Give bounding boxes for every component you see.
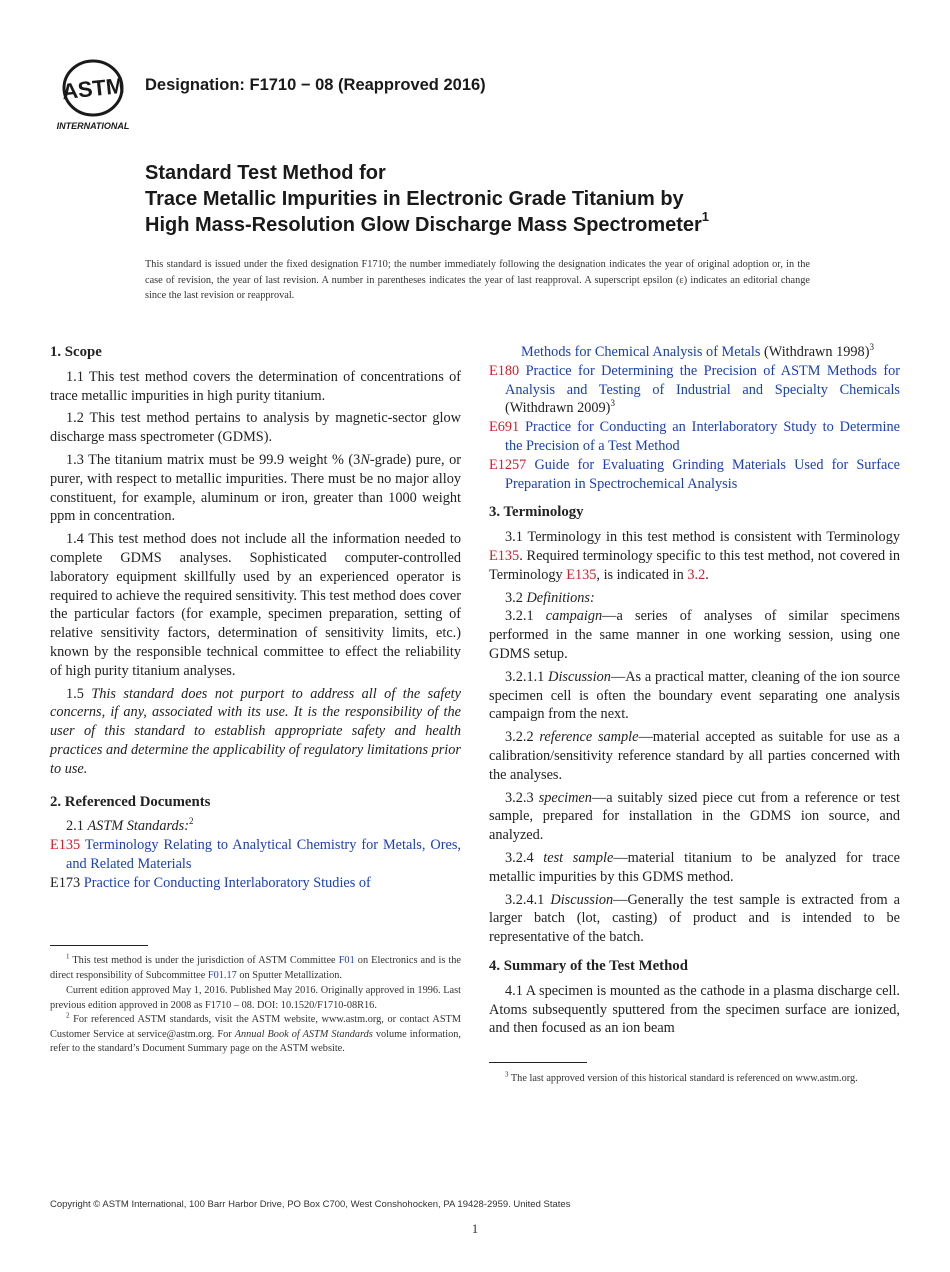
section-heading-scope: 1. Scope [50, 344, 102, 360]
svg-text:ASTM: ASTM [60, 72, 126, 105]
ref-title-link[interactable]: Practice for Determining the Precision of ASTM Methods for Analysis and Testing of Industrial and Specialty Chemicals [505, 362, 900, 398]
section-heading-terminology: 3. Terminology [489, 504, 584, 521]
ref-code-link[interactable]: E135 [50, 837, 81, 854]
section-heading-summary: 4. Summary of the Test Method [489, 957, 688, 974]
footnote-rule-left [50, 945, 148, 946]
para-3-2: 3.2 Definitions: [505, 589, 595, 606]
para-1-5: 1.5 This standard does not purport to address all of the safety concerns, if any, associated with its use. It is the responsibility of the user of this standard to establish appropriate safety and health practices and determine the applicability of regulatory limitations prior to use. [50, 685, 461, 777]
reference-e691 [489, 418, 900, 456]
title-line-1: Standard Test Method for [145, 162, 386, 184]
para-3-2-3: 3.2.3 specimen—a suitably sized piece cut from a reference or test sample, prepared for installation in the GDMS ion source, and analyzed. [489, 789, 900, 844]
committee-f01-link[interactable]: F01 [338, 955, 355, 966]
ref-code-link[interactable]: E1257 [489, 456, 527, 473]
title-line-2: Trace Metallic Impurities in Electronic Grade Titanium by [145, 188, 684, 210]
para-2-1: 2.1 ASTM Standards:$^2$ [66, 816, 194, 835]
footnote-rule-right [489, 1062, 587, 1063]
para-3-1: 3.1 Terminology in this test method is consistent with Terminology E135. Required terminology specific to this test method, not covered in Terminology E135, is indicated in 3.2. [489, 529, 900, 583]
reference-e135 [50, 836, 461, 874]
subcommittee-f01-17-link[interactable]: F01.17 [207, 969, 237, 981]
astm-logo [52, 58, 134, 132]
section-heading-referenced-documents: 2. Referenced Documents [50, 793, 211, 810]
ref-title-link[interactable]: Practice for Conducting Interlaboratory Studies of [83, 874, 371, 891]
para-1-2: 1.2 This test method pertains to analysis by magnetic-sector glow discharge mass spectrometer (GDMS). [50, 410, 461, 446]
ref-title-link[interactable]: Practice for Conducting an Interlaboratory Study to Determine the Precision of a Test Method [505, 419, 900, 454]
footnotes-left [50, 954, 461, 1057]
para-1-4: 1.4 This test method does not include all the information needed to complete GDMS analyses. Sophisticated computer-controlled laboratory equipment skillfully used by an experienced operator is required to achieve the required sensitivity. This test method does cover the particular factors (for example, specimen preparation, setting of relative sensitivity factors, determination of sensitivity limits, etc.) known by the responsible technical committee to effect the reliability of high purity titanium analyses. [50, 531, 461, 679]
ref-code-link[interactable]: E180 [489, 362, 520, 379]
left-column [50, 343, 461, 893]
title-line-3: High Mass-Resolution Glow Discharge Mass Spectrometer$^1$ [145, 209, 710, 236]
document-title [145, 160, 709, 238]
page-number: 1 [471, 1221, 479, 1236]
ref-code-link[interactable]: E691 [489, 419, 520, 436]
reference-e173 [50, 874, 461, 893]
footnote-1-edition: Current edition approved May 1, 2016. Published May 2016. Originally approved in 1996. Last previous edition approved in 2008 as F1710 – 08. DOI: 10.1520/F1710-08R16. [50, 985, 461, 1011]
title-footnote-mark: 1 [701, 209, 710, 225]
ref-title-link[interactable]: Terminology Relating to Analytical Chemistry for Metals, Ores, and Related Materials [66, 837, 461, 872]
para-3-2-2: 3.2.2 reference sample—material accepted as suitable for use as a calibration/sensitivity reference standard by all parties concerned with the analyses. [489, 729, 900, 783]
section-3-2-link[interactable]: 3.2 [687, 566, 706, 583]
para-1-3: 1.3 The titanium matrix must be 99.9 weight % (3N-grade) pure, or purer, with respect to metallic impurities. There must be no major alloy constituent, for example, aluminum or iron, greater than 1000 weight ppm in concentration. [50, 451, 462, 525]
para-4-1: 4.1 A specimen is mounted as the cathode in a plasma discharge cell. Atoms subsequently sputtered from the specimen surface are ionized, and then focused as an ion beam [489, 982, 900, 1037]
ref-code: E173 [50, 874, 81, 891]
reference-e1257 [489, 456, 900, 494]
reference-e173-continued: Methods for Chemical Analysis of Metals (Withdrawn 1998)$^3$ [521, 342, 874, 360]
reference-e180: E180 Practice for Determining the Precision of ASTM Methods for Analysis and Testing of Industrial and Specialty Chemicals (Withdrawn 2009)$^3$ [489, 362, 900, 417]
para-3-2-4-1: 3.2.4.1 Discussion—Generally the test sample is extracted from a larger batch (lot, casting) of product and is intended to be representative of the batch. [489, 891, 901, 946]
footnote-1: $^1$ This test method is under the jurisdiction of ASTM Committee F01 on Electronics and is the direct responsibility of Subcommittee F01.17 on Sputter Metallization. [50, 952, 461, 981]
designation: Designation: F1710 − 08 (Reapproved 2016) [145, 76, 486, 94]
para-3-2-1-1: 3.2.1.1 Discussion—As a practical matter, cleaning of the ion source specimen cell is often the boundary event separating one analysis campaign from the next. [489, 668, 900, 723]
ref-title-link-continued[interactable]: Methods for Chemical Analysis of Metals [521, 344, 761, 360]
svg-text:INTERNATIONAL: INTERNATIONAL [56, 121, 130, 131]
para-1-1: 1.1 This test method covers the determination of concentrations of trace metallic impurities in high purity titanium. [50, 368, 461, 404]
para-3-2-1: 3.2.1 campaign—a series of analyses of similar specimens performed in the same manner in one working session, using one GDMS setup. [489, 608, 900, 662]
ref-e135-link[interactable]: E135 [566, 566, 597, 583]
ref-e135-link[interactable]: E135 [489, 547, 520, 564]
footnote-2: $^2$ For referenced ASTM standards, visit the ASTM website, www.astm.org, or contact ASTM Customer Service at service@astm.org. For Annual Book of ASTM Standards volume information, refer to the standard’s Document Summary page on the ASTM website. [50, 1011, 461, 1054]
footnote-3: $^3$ The last approved version of this historical standard is referenced on www.astm.org. [505, 1070, 858, 1084]
para-3-2-4: 3.2.4 test sample—material titanium to be analyzed for trace metallic impurities by this GDMS method. [489, 849, 900, 885]
copyright-notice: Copyright © ASTM International, 100 Barr Harbor Drive, PO Box C700, West Conshohocken, PA 19428-2959. United States [50, 1199, 571, 1210]
footnotes-right [489, 1072, 900, 1087]
intro-notice: This standard is issued under the fixed designation F1710; the number immediately following the designation indicates the year of original adoption or, in the case of revision, the year of last revision. A number in parentheses indicates the year of last reapproval. A superscript epsilon (ε) indicates an editorial change since the last revision or reapproval. [145, 259, 810, 301]
ref-title-link[interactable]: Guide for Evaluating Grinding Materials Used for Surface Preparation in Spectrochemical Analysis [505, 456, 901, 492]
right-column [489, 343, 900, 1042]
